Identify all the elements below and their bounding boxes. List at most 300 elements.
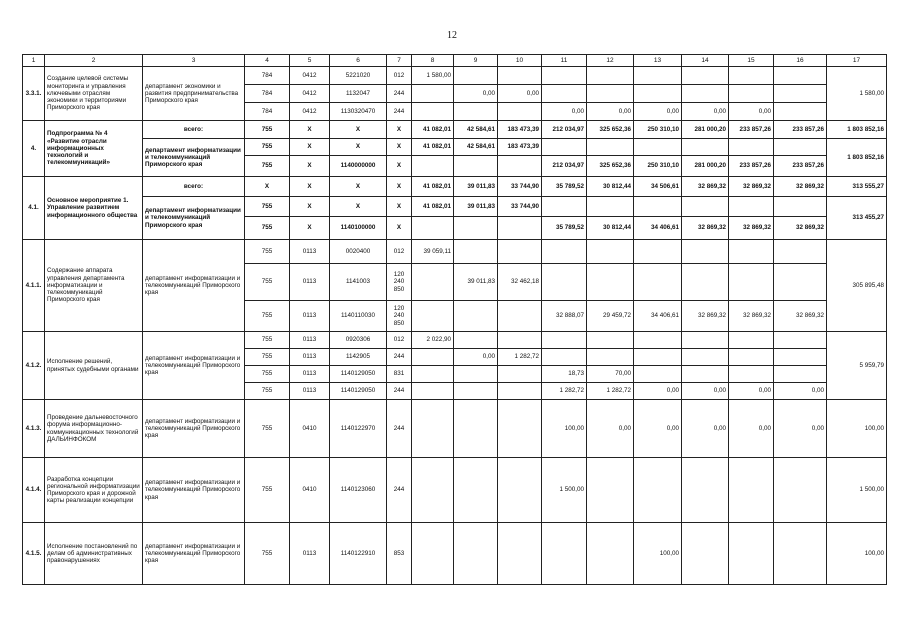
value-cell bbox=[412, 523, 454, 585]
value-cell bbox=[498, 217, 542, 240]
value-cell: 42 584,61 bbox=[454, 121, 498, 139]
value-cell bbox=[729, 458, 774, 523]
value-cell: 0410 bbox=[290, 400, 330, 458]
value-cell bbox=[542, 349, 587, 366]
value-cell: 0113 bbox=[290, 349, 330, 366]
value-cell: 32 888,07 bbox=[542, 301, 587, 332]
value-cell bbox=[729, 349, 774, 366]
value-cell bbox=[412, 400, 454, 458]
value-cell bbox=[682, 332, 729, 349]
value-cell: 755 bbox=[245, 264, 290, 301]
column-header: 17 bbox=[827, 55, 887, 67]
value-cell: 0113 bbox=[290, 264, 330, 301]
value-cell: 212 034,97 bbox=[542, 121, 587, 139]
value-cell: 0,00 bbox=[729, 400, 774, 458]
value-cell bbox=[412, 366, 454, 383]
value-cell bbox=[774, 240, 827, 264]
table-row bbox=[23, 67, 887, 85]
total-cell: 313 555,27 bbox=[827, 177, 887, 197]
value-cell: X bbox=[245, 177, 290, 197]
value-cell bbox=[454, 240, 498, 264]
value-cell: 831 bbox=[387, 366, 412, 383]
row-number: 4.1.2. bbox=[23, 332, 45, 400]
value-cell: 33 744,90 bbox=[498, 177, 542, 197]
value-cell: 1140100000 bbox=[330, 217, 387, 240]
value-cell bbox=[774, 103, 827, 121]
total-cell: 5 959,79 bbox=[827, 332, 887, 400]
value-cell: 233 857,26 bbox=[729, 121, 774, 139]
value-cell: 0,00 bbox=[682, 400, 729, 458]
value-cell bbox=[634, 264, 682, 301]
value-cell bbox=[682, 264, 729, 301]
value-cell: 42 584,61 bbox=[454, 139, 498, 156]
value-cell: 120 240 850 bbox=[387, 264, 412, 301]
value-cell bbox=[729, 523, 774, 585]
value-cell: 0412 bbox=[290, 67, 330, 85]
column-header: 8 bbox=[412, 55, 454, 67]
value-cell: 212 034,97 bbox=[542, 156, 587, 177]
column-header: 10 bbox=[498, 55, 542, 67]
value-cell: 233 857,26 bbox=[774, 121, 827, 139]
value-cell: 0113 bbox=[290, 523, 330, 585]
value-cell bbox=[587, 523, 634, 585]
value-cell bbox=[454, 458, 498, 523]
value-cell: 1140129050 bbox=[330, 366, 387, 383]
value-cell bbox=[729, 67, 774, 85]
value-cell: 1 500,00 bbox=[542, 458, 587, 523]
measure-name: Содержание аппарата управления департамента информатизации и телекоммуникаций Приморского края bbox=[45, 240, 143, 332]
value-cell: 755 bbox=[245, 349, 290, 366]
value-cell bbox=[774, 366, 827, 383]
value-cell: 250 310,10 bbox=[634, 121, 682, 139]
value-cell: 244 bbox=[387, 400, 412, 458]
value-cell bbox=[412, 301, 454, 332]
measure-name: Основное мероприятие 1. Управление развитием информационного общества bbox=[45, 177, 143, 240]
value-cell bbox=[682, 349, 729, 366]
value-cell: 0113 bbox=[290, 332, 330, 349]
value-cell: 32 869,32 bbox=[729, 177, 774, 197]
value-cell: 0,00 bbox=[454, 349, 498, 366]
value-cell: 244 bbox=[387, 383, 412, 400]
total-cell: 1 500,00 bbox=[827, 458, 887, 523]
value-cell: 39 059,11 bbox=[412, 240, 454, 264]
value-cell bbox=[729, 264, 774, 301]
value-cell: 755 bbox=[245, 217, 290, 240]
value-cell bbox=[774, 349, 827, 366]
value-cell: X bbox=[290, 177, 330, 197]
value-cell: X bbox=[387, 156, 412, 177]
budget-table bbox=[22, 54, 887, 585]
value-cell bbox=[498, 240, 542, 264]
value-cell: X bbox=[290, 197, 330, 217]
page-number: 12 bbox=[447, 30, 457, 41]
table-row bbox=[23, 523, 887, 585]
value-cell: 32 869,32 bbox=[774, 217, 827, 240]
value-cell bbox=[542, 264, 587, 301]
value-cell: 39 011,83 bbox=[454, 264, 498, 301]
value-cell: 41 082,01 bbox=[412, 177, 454, 197]
value-cell bbox=[498, 156, 542, 177]
value-cell: X bbox=[387, 217, 412, 240]
value-cell bbox=[634, 240, 682, 264]
value-cell: 35 789,52 bbox=[542, 177, 587, 197]
value-cell bbox=[682, 67, 729, 85]
table-row bbox=[23, 240, 887, 264]
value-cell: 0113 bbox=[290, 301, 330, 332]
value-cell bbox=[498, 332, 542, 349]
value-cell bbox=[634, 139, 682, 156]
value-cell: 244 bbox=[387, 85, 412, 103]
table-row bbox=[23, 197, 887, 217]
value-cell: 1141003 bbox=[330, 264, 387, 301]
column-header: 15 bbox=[729, 55, 774, 67]
value-cell: 41 082,01 bbox=[412, 197, 454, 217]
total-cell: 1 803 852,16 bbox=[827, 121, 887, 139]
value-cell: 29 459,72 bbox=[587, 301, 634, 332]
measure-name: Исполнение постановлений по делам об административных правонарушениях bbox=[45, 523, 143, 585]
value-cell bbox=[454, 301, 498, 332]
value-cell: 0,00 bbox=[498, 85, 542, 103]
value-cell: 41 082,01 bbox=[412, 121, 454, 139]
value-cell: 755 bbox=[245, 301, 290, 332]
value-cell bbox=[729, 139, 774, 156]
value-cell: 012 bbox=[387, 240, 412, 264]
value-cell: 120 240 850 bbox=[387, 301, 412, 332]
value-cell bbox=[498, 103, 542, 121]
table-row bbox=[23, 458, 887, 523]
org-cell: департамент информатизации и телекоммуникаций Приморского края bbox=[143, 240, 245, 332]
value-cell: 39 011,83 bbox=[454, 197, 498, 217]
value-cell bbox=[412, 156, 454, 177]
measure-name: Исполнение решений, принятых судебными органами bbox=[45, 332, 143, 400]
value-cell: 755 bbox=[245, 121, 290, 139]
value-cell bbox=[412, 103, 454, 121]
value-cell bbox=[587, 264, 634, 301]
value-cell: 853 bbox=[387, 523, 412, 585]
value-cell: 183 473,39 bbox=[498, 121, 542, 139]
value-cell bbox=[774, 139, 827, 156]
value-cell: X bbox=[330, 197, 387, 217]
value-cell bbox=[587, 240, 634, 264]
value-cell: X bbox=[330, 177, 387, 197]
value-cell bbox=[454, 103, 498, 121]
table-body bbox=[23, 55, 887, 585]
value-cell: 0412 bbox=[290, 85, 330, 103]
value-cell bbox=[587, 458, 634, 523]
value-cell: 0,00 bbox=[587, 103, 634, 121]
value-cell: 30 812,44 bbox=[587, 217, 634, 240]
org-cell: всего: bbox=[143, 121, 245, 139]
column-header: 16 bbox=[774, 55, 827, 67]
value-cell: 0113 bbox=[290, 383, 330, 400]
value-cell: 784 bbox=[245, 67, 290, 85]
value-cell: X bbox=[387, 139, 412, 156]
table-row bbox=[23, 400, 887, 458]
value-cell: 1140122910 bbox=[330, 523, 387, 585]
value-cell: 0,00 bbox=[587, 400, 634, 458]
value-cell bbox=[729, 197, 774, 217]
value-cell bbox=[634, 332, 682, 349]
value-cell: 32 462,18 bbox=[498, 264, 542, 301]
value-cell: 233 857,26 bbox=[774, 156, 827, 177]
value-cell: 1142905 bbox=[330, 349, 387, 366]
value-cell: 0020400 bbox=[330, 240, 387, 264]
value-cell: 32 869,32 bbox=[682, 217, 729, 240]
value-cell: 755 bbox=[245, 139, 290, 156]
total-cell: 1 580,00 bbox=[827, 67, 887, 121]
value-cell: 281 000,20 bbox=[682, 121, 729, 139]
value-cell: 012 bbox=[387, 67, 412, 85]
value-cell: X bbox=[330, 121, 387, 139]
value-cell bbox=[682, 366, 729, 383]
value-cell: 325 652,36 bbox=[587, 156, 634, 177]
column-header: 4 bbox=[245, 55, 290, 67]
value-cell bbox=[682, 523, 729, 585]
value-cell: 0,00 bbox=[454, 85, 498, 103]
header-row bbox=[23, 55, 887, 67]
total-cell: 100,00 bbox=[827, 523, 887, 585]
column-header: 2 bbox=[45, 55, 143, 67]
value-cell: 32 869,32 bbox=[774, 177, 827, 197]
value-cell bbox=[498, 400, 542, 458]
row-number: 4.1.3. bbox=[23, 400, 45, 458]
value-cell: 35 789,52 bbox=[542, 217, 587, 240]
value-cell bbox=[682, 85, 729, 103]
value-cell: 0,00 bbox=[634, 400, 682, 458]
value-cell: 30 812,44 bbox=[587, 177, 634, 197]
value-cell: 1 580,00 bbox=[412, 67, 454, 85]
value-cell: 755 bbox=[245, 383, 290, 400]
value-cell bbox=[774, 67, 827, 85]
org-cell: всего: bbox=[143, 177, 245, 197]
value-cell: X bbox=[290, 139, 330, 156]
value-cell: 0,00 bbox=[774, 383, 827, 400]
column-header: 9 bbox=[454, 55, 498, 67]
column-header: 14 bbox=[682, 55, 729, 67]
value-cell: 755 bbox=[245, 240, 290, 264]
value-cell: 32 869,32 bbox=[729, 301, 774, 332]
value-cell bbox=[587, 349, 634, 366]
table-row bbox=[23, 121, 887, 139]
org-cell: департамент экономики и развития предпринимательства Приморского края bbox=[143, 67, 245, 121]
org-cell: департамент информатизации и телекоммуникаций Приморского края bbox=[143, 400, 245, 458]
value-cell bbox=[634, 197, 682, 217]
value-cell: X bbox=[387, 197, 412, 217]
value-cell bbox=[542, 240, 587, 264]
value-cell: 755 bbox=[245, 400, 290, 458]
measure-name: Разработка концепции региональной информатизации Приморского края и дорожной карты реализации концепции bbox=[45, 458, 143, 523]
value-cell: 0,00 bbox=[682, 103, 729, 121]
org-cell: департамент информатизации и телекоммуникаций Приморского края bbox=[143, 197, 245, 240]
total-cell: 305 895,48 bbox=[827, 240, 887, 332]
value-cell: 1130320470 bbox=[330, 103, 387, 121]
value-cell: 100,00 bbox=[542, 400, 587, 458]
value-cell: 244 bbox=[387, 103, 412, 121]
value-cell bbox=[634, 366, 682, 383]
total-cell: 313 455,27 bbox=[827, 197, 887, 240]
value-cell: 281 000,20 bbox=[682, 156, 729, 177]
row-number: 4.1.4. bbox=[23, 458, 45, 523]
value-cell: 34 406,61 bbox=[634, 217, 682, 240]
org-cell: департамент информатизации и телекоммуникаций Приморского края bbox=[143, 332, 245, 400]
value-cell: 1132047 bbox=[330, 85, 387, 103]
value-cell bbox=[682, 458, 729, 523]
value-cell: 0113 bbox=[290, 240, 330, 264]
value-cell bbox=[498, 301, 542, 332]
value-cell: 1140123060 bbox=[330, 458, 387, 523]
value-cell: 70,00 bbox=[587, 366, 634, 383]
value-cell bbox=[498, 458, 542, 523]
value-cell: 34 506,61 bbox=[634, 177, 682, 197]
value-cell: X bbox=[387, 121, 412, 139]
value-cell: 755 bbox=[245, 458, 290, 523]
value-cell bbox=[774, 197, 827, 217]
value-cell bbox=[682, 240, 729, 264]
value-cell: 0,00 bbox=[729, 103, 774, 121]
value-cell bbox=[774, 332, 827, 349]
column-header: 7 bbox=[387, 55, 412, 67]
value-cell: 2 022,90 bbox=[412, 332, 454, 349]
value-cell bbox=[498, 383, 542, 400]
value-cell: 233 857,26 bbox=[729, 156, 774, 177]
value-cell bbox=[542, 332, 587, 349]
org-cell: департамент информатизации и телекоммуникаций Приморского края bbox=[143, 523, 245, 585]
value-cell bbox=[634, 85, 682, 103]
value-cell bbox=[454, 383, 498, 400]
value-cell: 0,00 bbox=[729, 383, 774, 400]
value-cell bbox=[682, 139, 729, 156]
row-number: 4. bbox=[23, 121, 45, 177]
value-cell: 0,00 bbox=[682, 383, 729, 400]
value-cell bbox=[729, 332, 774, 349]
value-cell bbox=[412, 458, 454, 523]
value-cell: 41 082,01 bbox=[412, 139, 454, 156]
value-cell bbox=[587, 197, 634, 217]
row-number: 4.1.1. bbox=[23, 240, 45, 332]
value-cell bbox=[587, 85, 634, 103]
value-cell bbox=[682, 197, 729, 217]
value-cell bbox=[634, 349, 682, 366]
value-cell bbox=[454, 366, 498, 383]
value-cell bbox=[412, 85, 454, 103]
value-cell: 39 011,83 bbox=[454, 177, 498, 197]
value-cell: X bbox=[290, 156, 330, 177]
value-cell bbox=[587, 332, 634, 349]
value-cell: 0,00 bbox=[634, 383, 682, 400]
value-cell: 250 310,10 bbox=[634, 156, 682, 177]
column-header: 5 bbox=[290, 55, 330, 67]
value-cell: 755 bbox=[245, 197, 290, 217]
value-cell: X bbox=[330, 139, 387, 156]
value-cell bbox=[454, 332, 498, 349]
value-cell: 1140110030 bbox=[330, 301, 387, 332]
value-cell bbox=[587, 67, 634, 85]
value-cell: X bbox=[387, 177, 412, 197]
value-cell bbox=[412, 217, 454, 240]
value-cell bbox=[412, 349, 454, 366]
value-cell: 33 744,90 bbox=[498, 197, 542, 217]
column-header: 11 bbox=[542, 55, 587, 67]
value-cell bbox=[542, 139, 587, 156]
value-cell: 1140122970 bbox=[330, 400, 387, 458]
value-cell: 32 869,32 bbox=[682, 301, 729, 332]
value-cell bbox=[774, 523, 827, 585]
total-cell: 100,00 bbox=[827, 400, 887, 458]
value-cell bbox=[542, 197, 587, 217]
value-cell: 0410 bbox=[290, 458, 330, 523]
value-cell: 0,00 bbox=[634, 103, 682, 121]
value-cell: 244 bbox=[387, 349, 412, 366]
column-header: 3 bbox=[143, 55, 245, 67]
measure-name: Проведение дальневосточного форума информационно-коммуникационных технологий ДАЛЬИНФОКОМ bbox=[45, 400, 143, 458]
value-cell: 1140000000 bbox=[330, 156, 387, 177]
value-cell bbox=[634, 458, 682, 523]
value-cell bbox=[542, 523, 587, 585]
column-header: 6 bbox=[330, 55, 387, 67]
value-cell bbox=[542, 85, 587, 103]
table-row bbox=[23, 139, 887, 156]
value-cell: 34 406,61 bbox=[634, 301, 682, 332]
value-cell: 1 282,72 bbox=[587, 383, 634, 400]
value-cell bbox=[412, 383, 454, 400]
value-cell: 1 282,72 bbox=[542, 383, 587, 400]
org-cell: департамент информатизации и телекоммуникаций Приморского края bbox=[143, 139, 245, 177]
value-cell: 18,73 bbox=[542, 366, 587, 383]
value-cell bbox=[774, 85, 827, 103]
value-cell: 32 869,32 bbox=[729, 217, 774, 240]
value-cell bbox=[498, 366, 542, 383]
value-cell: 0920306 bbox=[330, 332, 387, 349]
table-row bbox=[23, 332, 887, 349]
row-number: 4.1. bbox=[23, 177, 45, 240]
value-cell: 5221020 bbox=[330, 67, 387, 85]
value-cell: 0,00 bbox=[542, 103, 587, 121]
value-cell bbox=[774, 264, 827, 301]
value-cell: 755 bbox=[245, 332, 290, 349]
value-cell bbox=[454, 67, 498, 85]
value-cell: 1140129050 bbox=[330, 383, 387, 400]
table-row bbox=[23, 177, 887, 197]
value-cell bbox=[729, 85, 774, 103]
value-cell: 784 bbox=[245, 85, 290, 103]
value-cell: 755 bbox=[245, 523, 290, 585]
measure-name: Подпрограмма № 4 «Развитие отрасли информационных технологий и телекоммуникаций» bbox=[45, 121, 143, 177]
value-cell bbox=[587, 139, 634, 156]
value-cell bbox=[498, 523, 542, 585]
value-cell bbox=[454, 156, 498, 177]
value-cell: 325 652,36 bbox=[587, 121, 634, 139]
value-cell: 183 473,39 bbox=[498, 139, 542, 156]
column-header: 12 bbox=[587, 55, 634, 67]
value-cell: 1 282,72 bbox=[498, 349, 542, 366]
column-header: 1 bbox=[23, 55, 45, 67]
value-cell bbox=[729, 366, 774, 383]
value-cell: 0412 bbox=[290, 103, 330, 121]
value-cell bbox=[542, 67, 587, 85]
value-cell: 0113 bbox=[290, 366, 330, 383]
value-cell bbox=[729, 240, 774, 264]
value-cell bbox=[454, 400, 498, 458]
value-cell: 012 bbox=[387, 332, 412, 349]
value-cell: 784 bbox=[245, 103, 290, 121]
value-cell bbox=[498, 67, 542, 85]
value-cell: X bbox=[290, 217, 330, 240]
value-cell: 32 869,32 bbox=[682, 177, 729, 197]
row-number: 4.1.5. bbox=[23, 523, 45, 585]
column-header: 13 bbox=[634, 55, 682, 67]
org-cell: департамент информатизации и телекоммуникаций Приморского края bbox=[143, 458, 245, 523]
value-cell: 32 869,32 bbox=[774, 301, 827, 332]
